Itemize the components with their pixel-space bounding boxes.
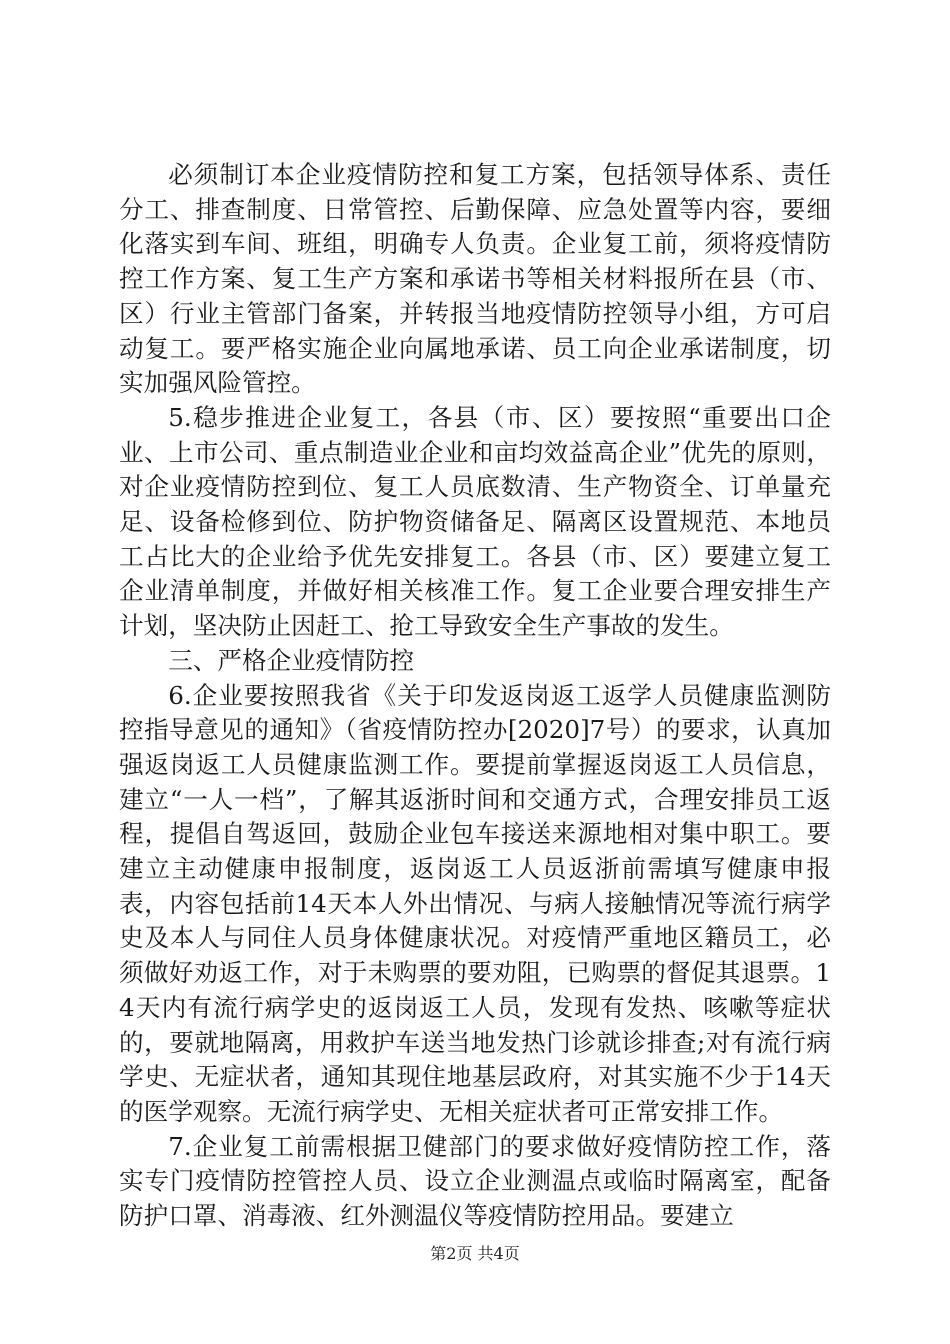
paragraph-plan-requirements: 必须制订本企业疫情防控和复工方案，包括领导体系、责任分工、排查制度、日常管控、后勤保障、应急处置等内容，要细化落实到车间、班组，明确专人负责。企业复工前，须将疫情防控工作方案、复工生产方案和承诺书等相关材料报所在县（市、区）行业主管部门备案，并转报当地疫情防控领导小组，方可启动复工。要严格实施企业向属地承诺、员工向企业承诺制度，切实加强风险管控。 [119, 160, 831, 398]
paragraph-item-6: 6.企业要按照我省《关于印发返岗返工返学人员健康监测防控指导意见的通知》（省疫情防控办[2020]7号）的要求，认真加强返岗返工人员健康监测工作。要提前掌握返岗返工人员信息，建立“一人一档”，了解其返浙时间和交通方式，合理安排员工返程，提倡自驾返回，鼓励企业包车接送来源地相对集中职工。要建立主动健康申报制度，返岗返工人员返浙前需填写健康申报表，内容包括前14天本人外出情况、与病人接触情况等流行病学史及本人与同住人员身体健康状况。对疫情严重地区籍员工，必须做好劝返工作，对于未购票的要劝阻，已购票的督促其退票。14天内有流行病学史的返岗返工人员，发现有发热、咳嗽等症状的，要就地隔离，用救护车送当地发热门诊就诊排查;对有流行病学史、无症状者，通知其现住地基层政府，对其实施不少于14天的医学观察。无流行病学史、无相关症状者可正常安排工作。 [119, 680, 831, 1126]
section-heading-3: 三、严格企业疫情防控 [168, 645, 415, 675]
paragraph-item-5: 5.稳步推进企业复工，各县（市、区）要按照“重要出口企业、上市公司、重点制造业企业和亩均效益高企业”优先的原则，对企业疫情防控到位、复工人员底数清、生产物资全、订单量充足、设备检修到位、防护物资储备足、隔离区设置规范、本地员工占比大的企业给予优先安排复工。各县（市、区）要建立复工企业清单制度，并做好相关核准工作。复工企业要合理安排生产计划，坚决防止因赶工、抢工导致安全生产事故的发生。 [119, 402, 831, 641]
page-number-footer: 第2页 共4页 [430, 1244, 520, 1263]
document-body [119, 158, 831, 1234]
paragraph-item-7: 7.企业复工前需根据卫健部门的要求做好疫情防控工作，落实专门疫情防控管控人员、设立企业测温点或临时隔离室，配备防护口罩、消毒液、红外测温仪等疫情防控用品。要建立 [119, 1131, 831, 1231]
